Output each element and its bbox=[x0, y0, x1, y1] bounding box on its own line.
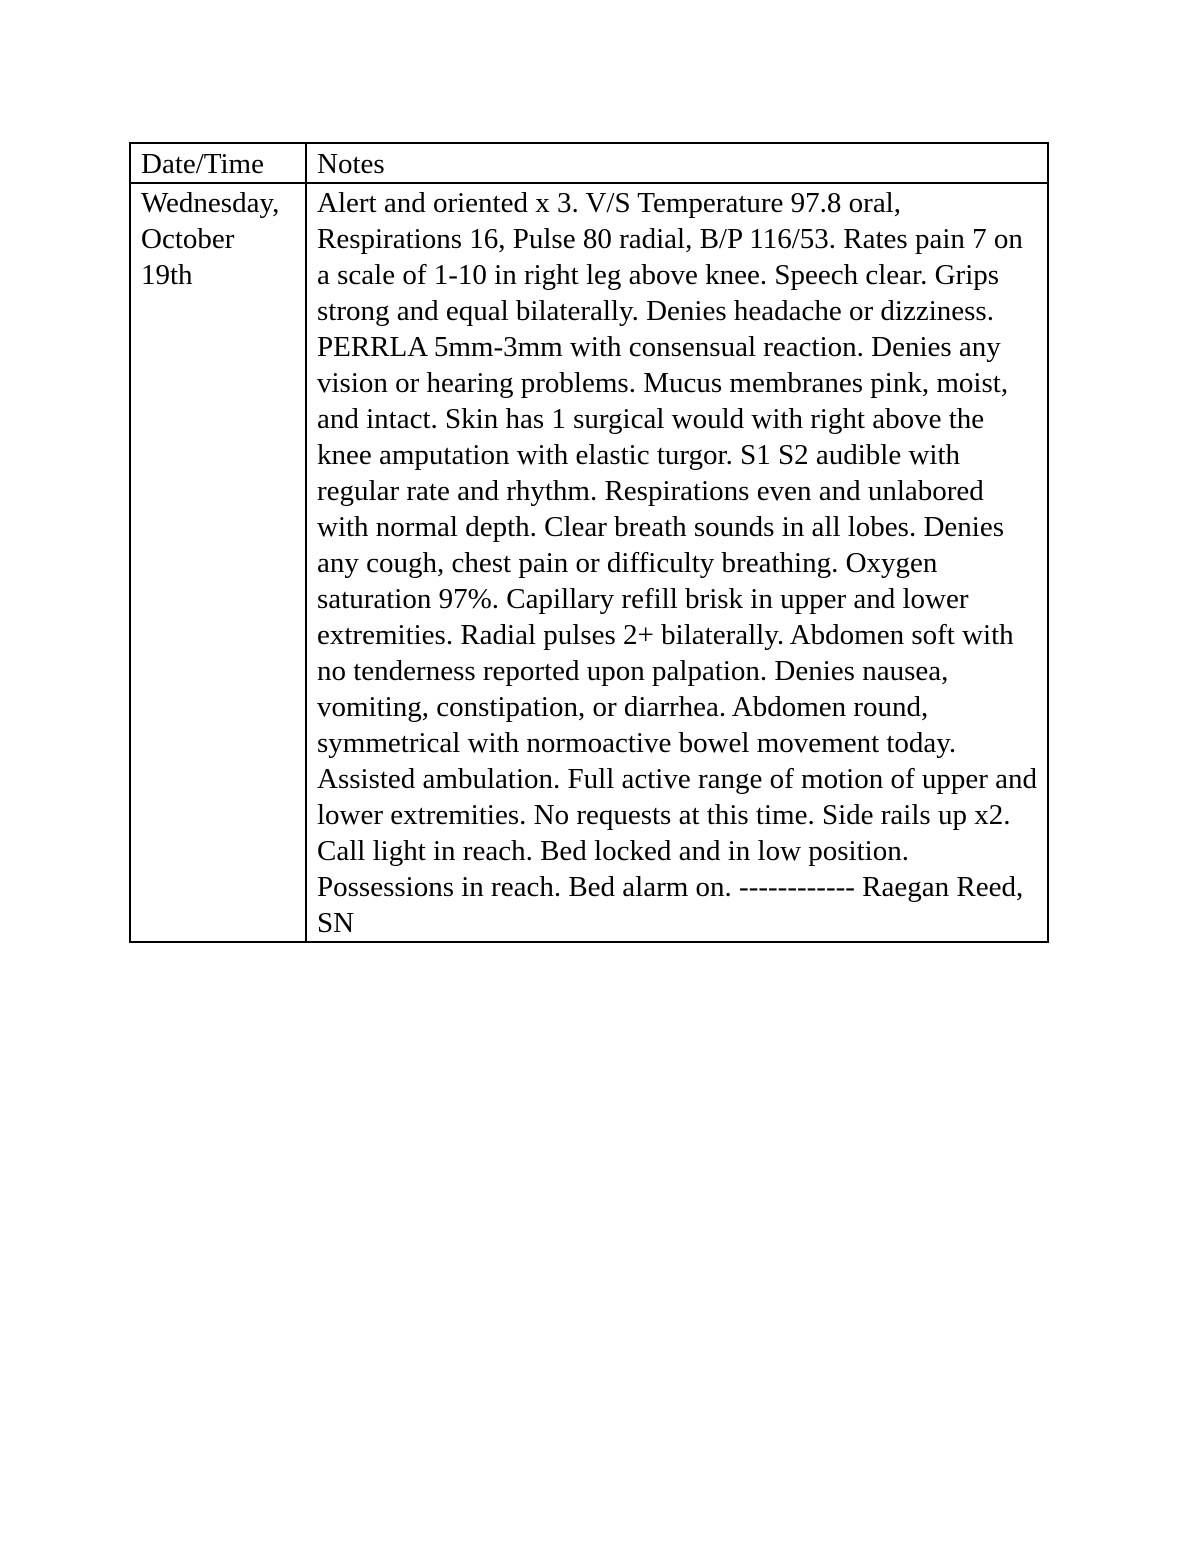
note-text: Alert and oriented x 3. V/S Temperature 97.8 oral, Respirations 16, Pulse 80 radial, B/P 116/53. Rates pain 7 on a scale of 1-10 in right leg above knee. Speech clear. Grips strong and equal bilaterally. Denies headache or dizziness. PERRLA 5mm-3mm with consensual reaction. Denies any vision or hearing problems. Mucus membranes pink, moist, and intact. Skin has 1 surgical would with right above the knee amputation with elastic turgor. S1 S2 audible with regular rate and rhythm. Respirations even and unlabored with normal depth. Clear breath sounds in all lobes. Denies any cough, chest pain or difficulty breathing. Oxygen saturation 97%. Capillary refill brisk in upper and lower extremities. Radial pulses 2+ bilaterally. Abdomen soft with no tenderness reported upon palpation. Denies nausea, vomiting, constipation, or diarrhea. Abdomen round, symmetrical with normoactive bowel movement today. Assisted ambulation. Full active range of motion of upper and lower extremities. No requests at this time. Side rails up x2. Call light in reach. Bed locked and in low position. Possessions in reach. Bed alarm on. ------------ Raegan Reed, SN bbox=[317, 187, 1038, 939]
nursing-notes-table bbox=[129, 142, 1049, 943]
date-line-month: October bbox=[141, 223, 235, 255]
header-date-time: Date/Time bbox=[130, 143, 306, 183]
table-row bbox=[130, 183, 1048, 942]
date-line-weekday: Wednesday, bbox=[141, 187, 280, 219]
date-cell bbox=[130, 183, 306, 942]
header-notes: Notes bbox=[306, 143, 1048, 183]
notes-cell bbox=[306, 183, 1048, 942]
table-header-row bbox=[130, 143, 1048, 183]
date-line-day: 19th bbox=[141, 259, 193, 291]
